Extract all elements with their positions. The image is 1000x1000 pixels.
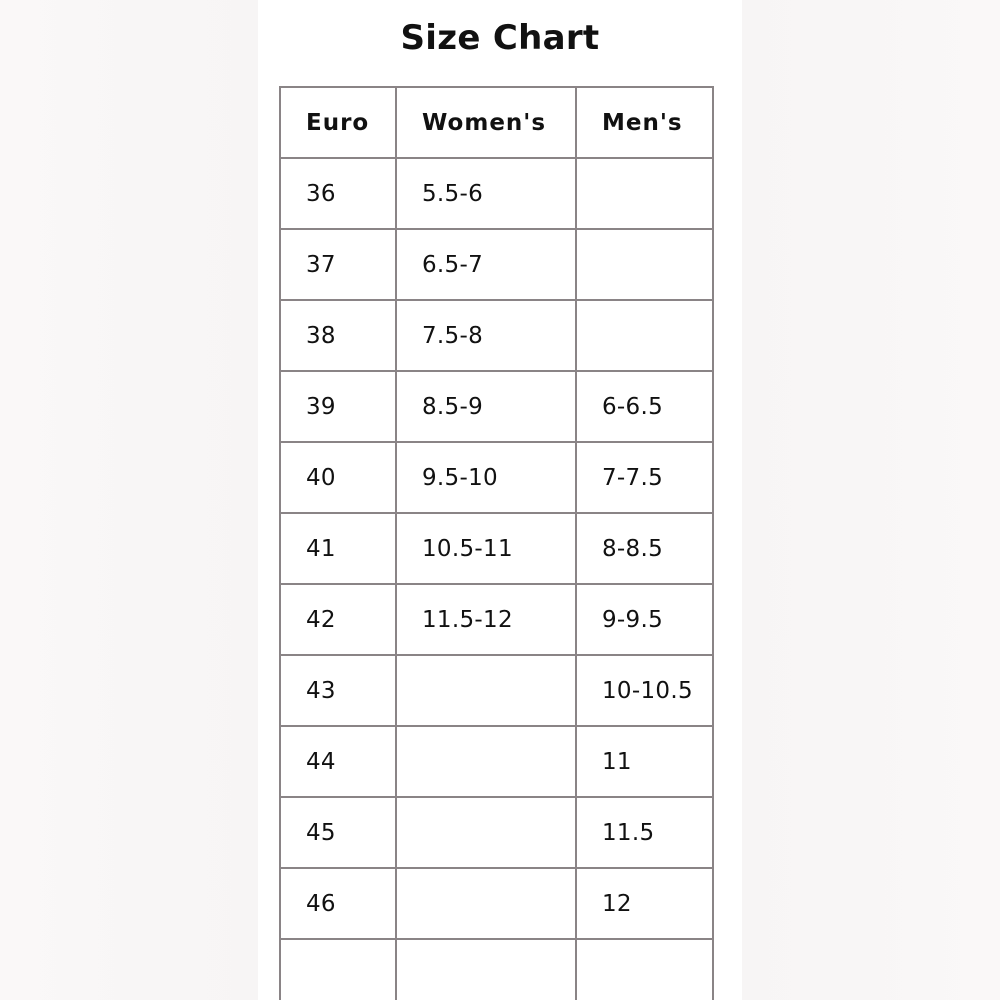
cell-womens: 6.5-7 [396,229,576,300]
cell-womens: 10.5-11 [396,513,576,584]
cell-mens: 9-9.5 [576,584,713,655]
page-title: Size Chart [400,18,600,58]
cell-mens [576,300,713,371]
table-row [280,229,713,300]
column-header-euro: Euro [280,87,396,158]
cell-euro: 37 [280,229,396,300]
table-row [280,371,713,442]
cell-womens [396,939,576,1000]
table-header-row [280,87,713,158]
table-row [280,300,713,371]
cell-womens [396,797,576,868]
cell-womens: 8.5-9 [396,371,576,442]
table-row [280,797,713,868]
cell-womens: 11.5-12 [396,584,576,655]
cell-womens [396,726,576,797]
cell-mens: 10-10.5 [576,655,713,726]
cell-mens: 12 [576,868,713,939]
cell-mens: 11 [576,726,713,797]
table-row [280,513,713,584]
cell-mens: 7-7.5 [576,442,713,513]
cell-mens [576,229,713,300]
table-row [280,655,713,726]
table-row [280,868,713,939]
cell-womens: 5.5-6 [396,158,576,229]
cell-euro: 44 [280,726,396,797]
column-header-womens: Women's [396,87,576,158]
cell-euro: 42 [280,584,396,655]
table-row [280,939,713,1000]
background-left [0,0,258,1000]
cell-euro: 43 [280,655,396,726]
column-header-mens: Men's [576,87,713,158]
cell-mens: 6-6.5 [576,371,713,442]
cell-mens [576,158,713,229]
cell-euro: 45 [280,797,396,868]
size-table [279,86,714,1000]
cell-euro: 39 [280,371,396,442]
cell-euro: 40 [280,442,396,513]
cell-womens: 7.5-8 [396,300,576,371]
cell-euro: 46 [280,868,396,939]
cell-euro: 38 [280,300,396,371]
cell-euro: 41 [280,513,396,584]
cell-euro [280,939,396,1000]
background-right [742,0,1000,1000]
cell-mens [576,939,713,1000]
table-row [280,158,713,229]
table-row [280,442,713,513]
cell-mens: 8-8.5 [576,513,713,584]
size-chart-panel [258,0,742,1000]
cell-euro: 36 [280,158,396,229]
cell-mens: 11.5 [576,797,713,868]
table-row [280,584,713,655]
table-row [280,726,713,797]
cell-womens: 9.5-10 [396,442,576,513]
cell-womens [396,655,576,726]
cell-womens [396,868,576,939]
